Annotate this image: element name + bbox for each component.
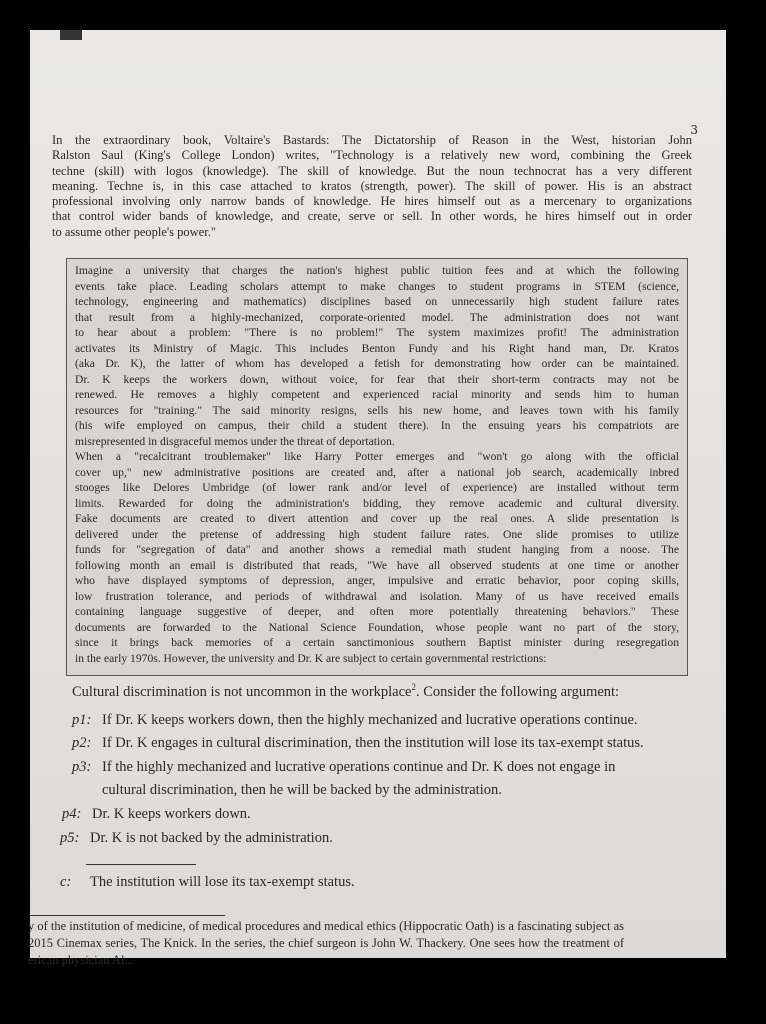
premise-text: If Dr. K keeps workers down, then the highly mechanized and lucrative operations continue.	[102, 712, 638, 728]
text-line: cover up," new administrative positions are created and, after a national job search, academically inbred	[75, 465, 679, 479]
argument-lead	[72, 682, 619, 701]
conclusion-rule	[86, 864, 196, 865]
text-line: that result from a highly-mechanized, corporate-oriented model. The administration does not want	[75, 310, 679, 324]
premise-3	[72, 759, 615, 776]
footnote-line: 2015 Cinemax series, The Knick. In the series, the chief surgeon is John W. Thackery. One sees how the treatment of	[28, 936, 624, 950]
text-line: to hear about a problem: "There is no problem!" The system maximizes profit! The administration	[75, 326, 679, 339]
text-line: Dr. K keeps the workers down, without voice, for fear that their short-term contracts may not be	[75, 372, 679, 386]
text-line: limits. Rewarded for doing the administration's bidding, they remove academic and cultural diversity.	[75, 496, 679, 510]
text-line: documents are forwarded to the National Science Foundation, whose people want no part of the story,	[75, 620, 679, 634]
footnote-rule	[30, 915, 225, 916]
text-line: (his wife employed on campus, their child a student there). In the ensuing years his compatriots are	[75, 419, 679, 432]
premise-3-continuation: cultural discrimination, then he will be backed by the administration.	[102, 782, 502, 798]
text-line: activates its Ministry of Magic. This includes Benton Fundy and his Right hand man, Dr. Kratos	[75, 341, 679, 355]
premise-5	[60, 830, 333, 847]
text-line: (aka Dr. K), the latter of whom has developed a fetish for demonstrating how order can be maintained.	[75, 357, 679, 370]
text-line: professional involving only narrow bands of knowledge. He hires himself out as a mercenary to organizations	[52, 194, 692, 209]
intro-paragraph	[52, 133, 692, 240]
lead-end: . Consider the following argument:	[415, 683, 620, 700]
premise-label: p3:	[72, 759, 92, 775]
text-line: events take place. Leading scholars attempt to make changes to student programs in STEM (science,	[75, 279, 679, 293]
text-line: Fake documents are created to divert attention and cover up the real ones. A slide presentation is	[75, 512, 679, 525]
premise-label: p5:	[60, 830, 80, 846]
premise-4	[62, 806, 251, 823]
premise-text: Dr. K is not backed by the administration.	[90, 830, 333, 846]
text-line: who have displayed symptoms of depression, anger, impulsive and erratic behavior, poor coping skills,	[75, 574, 679, 587]
page-number: 3	[690, 123, 698, 137]
premise-text: If the highly mechanized and lucrative operations continue and Dr. K does not engage in	[102, 759, 616, 775]
premise-text: Dr. K keeps workers down.	[92, 806, 251, 822]
text-line: resources for "training." The said minority resigns, sells his new home, and leaves town with his family	[75, 403, 679, 417]
text-line: In the extraordinary book, Voltaire's Bastards: The Dictatorship of Reason in the West, historian John	[52, 133, 692, 147]
text-line: Imagine a university that charges the nation's highest public tuition fees and at which the following	[75, 264, 679, 277]
text-line: funds for "segregation of data" and another shows a remedial math student hanging from a noose. The	[75, 543, 679, 556]
text-line: in the early 1970s. However, the university and Dr. K are subject to certain governmental restrictions:	[75, 651, 547, 665]
premise-label: p1:	[72, 712, 92, 728]
footnote	[28, 918, 624, 969]
premise-label: p4:	[62, 806, 82, 822]
text-line: delivered under the pretense of addressing high student failure rates. One slide promises to utilize	[75, 527, 679, 541]
premise-1	[72, 712, 638, 729]
text-line: to assume other people's power."	[52, 224, 216, 239]
text-line: Ralston Saul (King's College London) writes, "Technology is a relatively new word, combining the Greek	[52, 148, 692, 163]
conclusion-text: The institution will lose its tax-exempt status.	[90, 874, 355, 890]
text-line: since it brings back memories of a certain sanctimonious southern Baptist minister during resegregation	[75, 636, 679, 649]
footnote-line: erican physician Al...	[28, 953, 134, 967]
text-line: following month an email is distributed that reads, "We have all observed students at one time or another	[75, 558, 679, 572]
premise-text: If Dr. K engages in cultural discrimination, then the institution will lose its tax-exempt status.	[102, 735, 644, 751]
text-line: meaning. Techne is, in this case attached to kratos (strength, power). The skill of power. His is an abstract	[52, 178, 692, 193]
conclusion-label: c:	[60, 874, 72, 890]
text-line: misrepresented in disgraceful memos under the threat of deportation.	[75, 434, 395, 448]
text-line: techne (skill) with logos (knowledge). The skill of knowledge. But the noun technocrat has a very different	[52, 163, 692, 178]
text-line: When a "recalcitrant troublemaker" like Harry Potter emerges and "won't go along with the official	[75, 450, 679, 463]
text-line: containing language suggestive of deeper, and often more potentially threatening behaviors." These	[75, 605, 679, 618]
footnote-line: y of the institution of medicine, of medical procedures and medical ethics (Hippocratic Oath) is a fascinating subject as	[28, 919, 624, 933]
footnote-marker: 2	[411, 682, 416, 692]
conclusion	[60, 874, 355, 891]
text-line: stooges like Delores Umbridge (of lower rank and/or level of experience) are installed without term	[75, 481, 679, 494]
text-line: that control wider bands of knowledge, and create, serve or sell. In other words, he hires himself out in order	[52, 209, 692, 224]
premise-label: p2:	[72, 735, 92, 751]
lead-text: Cultural discrimination is not uncommon in the workplace	[72, 683, 412, 700]
text-line: technology, engineering and mathematics) disciplines based on unnecessarily high student failure rates	[75, 295, 679, 308]
text-line: low frustration tolerance, and periods of withdrawal and isolation. Many of us have received emails	[75, 589, 679, 603]
document-page	[28, 30, 726, 967]
text-line: renewed. He removes a highly competent and experienced racial minority and sends him to human	[75, 388, 679, 401]
premise-2	[72, 735, 644, 752]
binder-tab	[60, 30, 82, 40]
scenario-box	[66, 258, 688, 676]
